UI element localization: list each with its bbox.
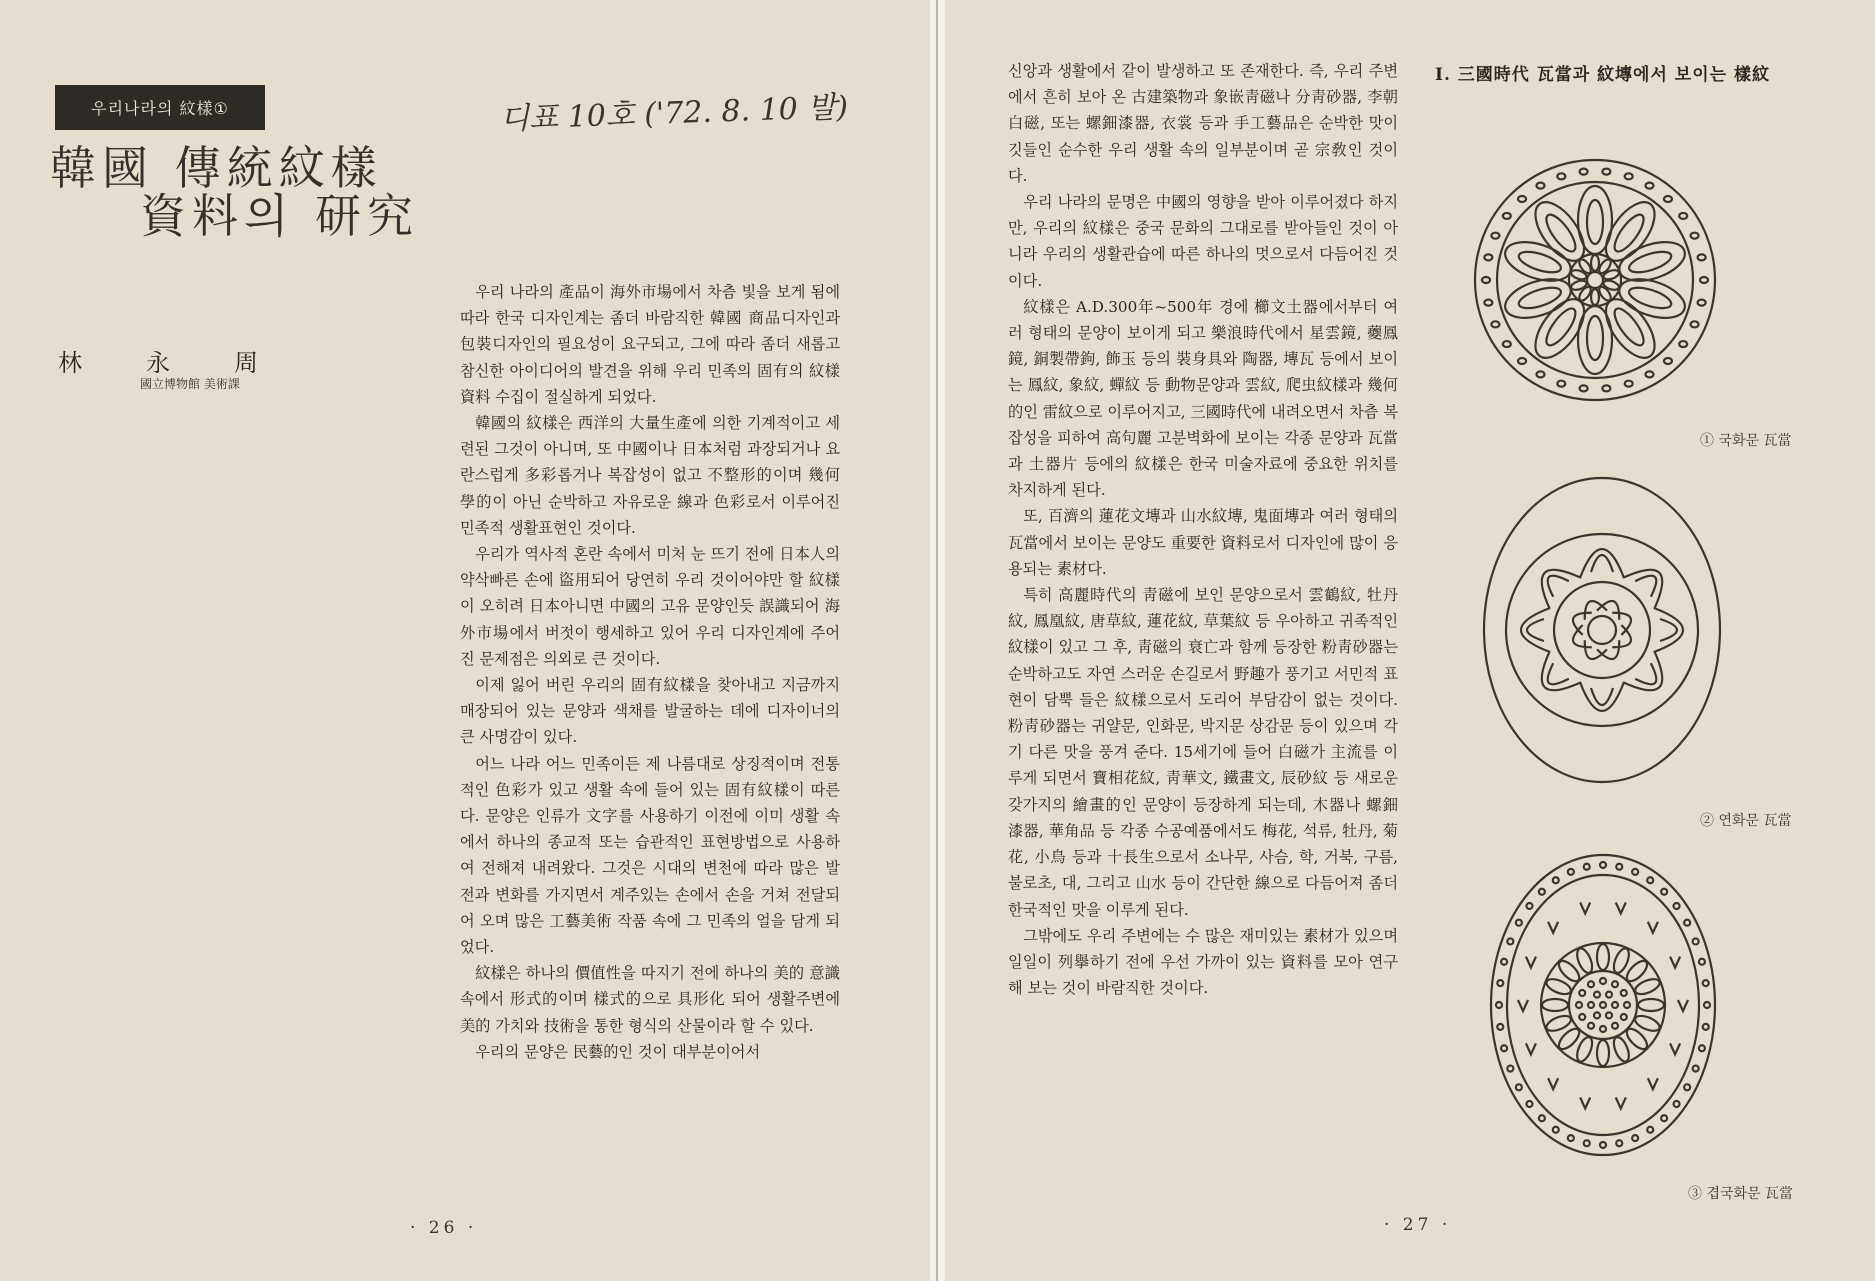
article-title-line1: 韓國 傳統紋樣 xyxy=(50,141,383,195)
figure-caption-1: ① 국화문 瓦當 xyxy=(1700,433,1792,449)
body-paragraph: 우리가 역사적 혼란 속에서 미처 눈 뜨기 전에 日本人의 약삭빠른 손에 盜用되어 당연히 우리 것이어야만 할 紋樣이 오히려 日本아니면 中國의 고유 문양인듯 誤識되어 海外市場에서 버젓이 행세하고 있어 우리 디자인계에 주어진 문제점은 의외로 큰 것이다. xyxy=(460,545,840,668)
handwritten-note: 디표 10호 ('72. 8. 10 발) xyxy=(499,89,849,138)
chrysanthemum-roof-tile-drawing xyxy=(1470,145,1720,415)
figure-heading: I. 三國時代 瓦當과 紋塼에서 보이는 樣紋 xyxy=(1435,65,1770,85)
left-page xyxy=(0,0,930,1281)
gutter-divider xyxy=(936,0,938,1281)
page-number-left: · 26 · xyxy=(410,1218,478,1238)
body-paragraph: 韓國의 紋樣은 西洋의 大量生產에 의한 기계적이고 세련된 그것이 아니며, 또 中國이나 日本처럼 과장되거나 요란스럽게 多彩롭거나 복잡성이 없고 不整形的이며 幾何學的이 아닌 순박하고 자유로운 線과 色彩로서 이루어진 민족적 생활표현인 것이다. xyxy=(460,414,840,537)
body-paragraph: 특히 高麗時代의 靑磁에 보인 문양으로서 雲鶴紋, 牡丹紋, 鳳凰紋, 唐草紋, 蓮花紋, 草葉紋 등 우아하고 귀족적인 紋樣이 있고 그 후, 靑磁의 衰亡과 함께 등장한 粉靑砂器는 순박하고도 자연 스러운 손길로서 野趣가 풍기고 서민적 표현이 담뿍 들은 紋樣으로서 도리어 부담감이 없는 것이다. 粉靑砂器는 귀얄문, 인화문, 박지문 상감문 등이 있으며 각기 다른 맛을 풍겨 준다. 15세기에 들어 白磁가 主流를 이루게 되면서 寶相花紋, 靑華文, 鐵畫文, 辰砂紋 등 새로운 갖가지의 繪畫的인 문양이 등장하게 되는데, 木器나 螺鈿漆器, 華角品 등 각종 수공예품에서도 梅花, 석류, 牡丹, 菊花, 小鳥 등과 十長生으로서 소나무, 사슴, 학, 거북, 구름, 불로초, 대, 그리고 山水 등이 간단한 線으로 다듬어져 좀더 한국적인 맛을 이루게 된다. xyxy=(1008,586,1398,919)
body-paragraph: 우리 나라의 產品이 海外市場에서 차츰 빛을 보게 됨에 따라 한국 디자인계는 좀더 바람직한 韓國 商品디자인과 包裝디자인의 필요성이 요구되고, 그에 따라 좀더 새롭고 참신한 아이디어의 발견을 위해 우리 민족의 固有의 紋樣資料 수집이 절실하게 되었다. xyxy=(460,283,840,406)
figure-caption-2: ② 연화문 瓦當 xyxy=(1700,813,1792,829)
double-chrysanthemum-roof-tile-drawing xyxy=(1488,845,1718,1175)
author-name xyxy=(58,343,258,378)
author-char: 永 xyxy=(146,349,170,377)
body-paragraph: 우리의 문양은 民藝的인 것이 대부분이어서 xyxy=(475,1042,761,1061)
body-paragraph: 어느 나라 어느 민족이든 제 나름대로 상징적이며 전통적인 色彩가 있고 생활 속에 들어 있는 固有紋樣이 따른다. 문양은 인류가 文字를 사용하기 이전에 이미 생활 속에서 하나의 종교적 또는 습관적인 표현방법으로 사용하여 전해져 내려왔다. 그것은 시대의 변천에 따라 많은 발전과 변화를 가지면서 계주있는 손에서 손을 거쳐 전달되어 오며 많은 工藝美術 작품 속에 그 민족의 얼을 담게 되었다. xyxy=(460,754,841,957)
body-paragraph: 이제 잃어 버린 우리의 固有紋樣을 찾아내고 지금까지 매장되어 있는 문양과 색채를 발굴하는 데에 디자이너의 큰 사명감이 있다. xyxy=(460,676,840,747)
article-title-line2: 資料의 研究 xyxy=(140,189,420,243)
author-char: 周 xyxy=(234,349,258,377)
right-body-column xyxy=(1008,58,1398,1001)
author-affiliation: 國立博物館 美術課 xyxy=(140,377,240,391)
body-paragraph: 紋樣은 A.D.300年~500年 경에 櫛文土器에서부터 여러 형태의 문양이 보이게 되고 樂浪時代에서 星雲鏡, 虁鳳鏡, 銅製帶鉤, 飾玉 등의 裝身具와 陶器, 塼瓦 등에서 보이는 鳳紋, 象紋, 蟬紋 등 動物문양과 雲紋, 爬虫紋樣과 幾何的인 雷紋으로 이루어지고, 三國時代에 내려오면서 차츰 복잡성을 피하여 高句麗 고분벽화에 보이는 각종 문양과 瓦當과 土器片 등에의 紋樣은 한국 미술자료에 중요한 위치를 차지하게 된다. xyxy=(1008,297,1398,500)
body-paragraph: 신앙과 생활에서 같이 발생하고 또 존재한다. 즉, 우리 주변에서 흔히 보아 온 古建築物과 象嵌靑磁나 分靑砂器, 李朝白磁, 또는 螺鈿漆器, 衣裳 등과 手工藝品은 순박한 맛이 깃들인 순수한 우리 생활 속의 일부분이며 곧 宗敎인 것이다. xyxy=(1008,62,1398,185)
body-paragraph: 우리 나라의 문명은 中國의 영향을 받아 이루어졌다 하지만, 우리의 紋樣은 중국 문화의 그대로를 받아들인 것이 아니라 우리의 생활관습에 따른 하나의 멋으로서 다듬어진 것이다. xyxy=(1008,193,1398,290)
lotus-roof-tile-drawing xyxy=(1480,470,1725,790)
figure-caption-3: ③ 겹국화문 瓦當 xyxy=(1688,1186,1793,1202)
series-tag: 우리나라의 紋樣① xyxy=(55,85,265,130)
page-number-right: · 27 · xyxy=(1384,1215,1452,1235)
body-paragraph: 紋樣은 하나의 價值性을 따지기 전에 하나의 美的 意識 속에서 形式的이며 樣式的으로 具形化 되어 생활주변에 美的 가치와 技術을 통한 형식의 산물이라 할 수 있다. xyxy=(460,964,840,1035)
left-body-column xyxy=(460,279,840,1065)
body-paragraph: 그밖에도 우리 주변에는 수 많은 재미있는 素材가 있으며 일일이 列擧하기 전에 우선 가까이 있는 資料를 모아 연구해 보는 것이 바람직한 것이다. xyxy=(1008,926,1398,998)
body-paragraph: 또, 百濟의 蓮花文塼과 山水紋塼, 鬼面塼과 여러 형태의 瓦當에서 보이는 문양도 重要한 資料로서 디자인에 많이 응용되는 素材다. xyxy=(1008,507,1398,578)
author-char: 林 xyxy=(58,349,82,377)
